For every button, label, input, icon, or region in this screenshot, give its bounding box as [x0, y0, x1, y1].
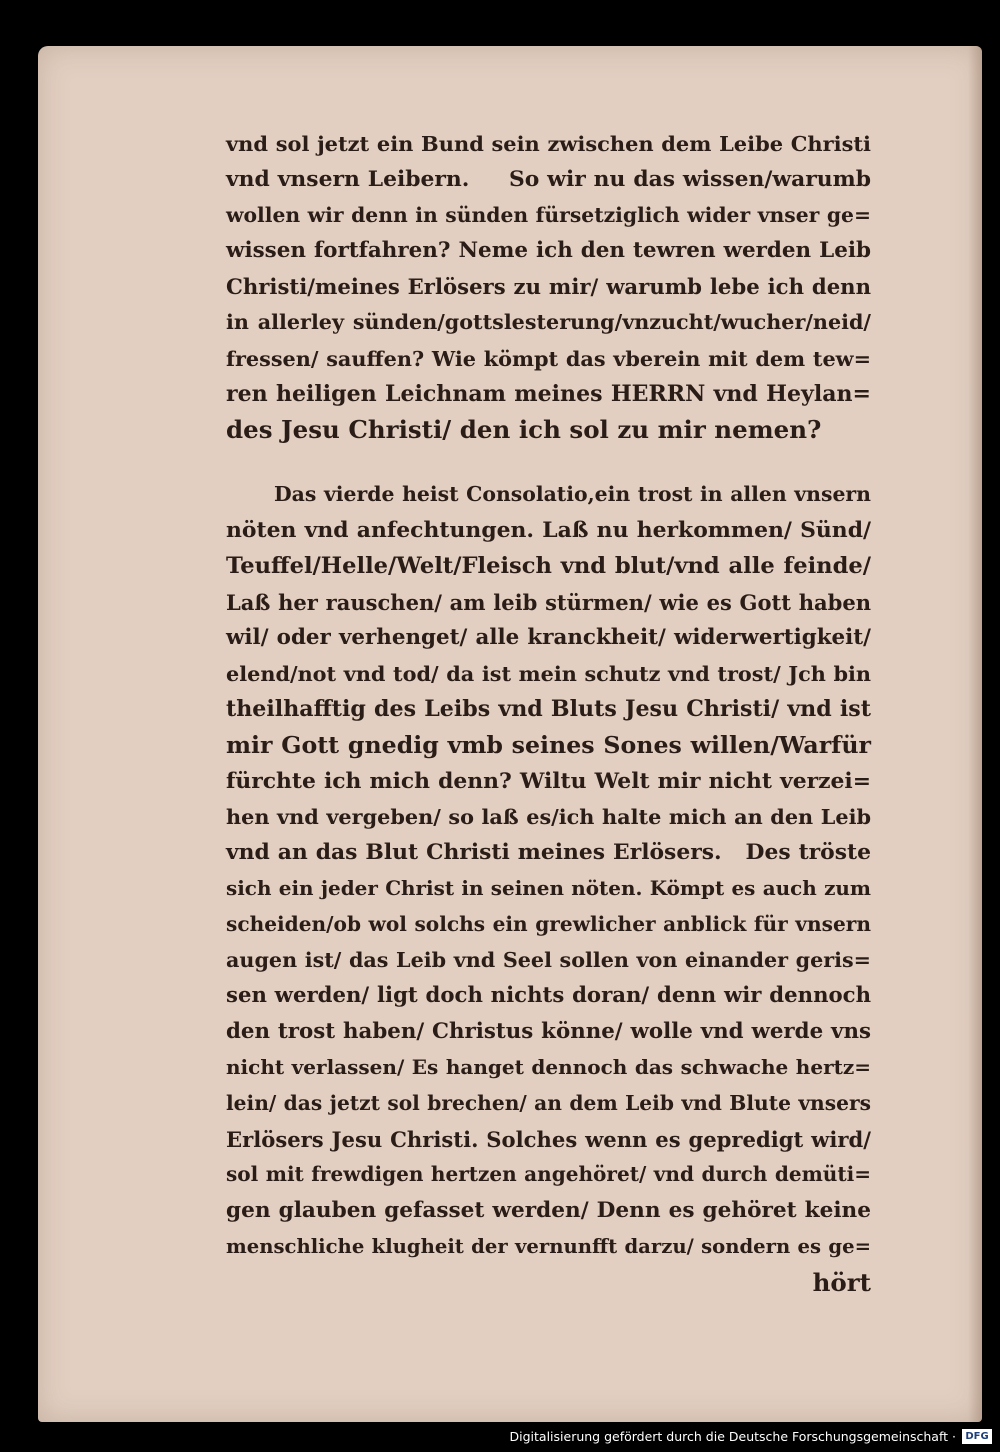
text-line: sich ein jeder Christ in seinen nöten. Kömpt es auch zum	[226, 875, 871, 900]
page-text	[226, 126, 871, 1301]
dfg-logo-icon: DFG	[962, 1429, 992, 1444]
text-line: scheiden/ob wol solchs ein grewlicher anblick für vnsern	[226, 911, 871, 936]
text-line: nicht verlassen/ Es hanget dennoch das schwache hertz=	[226, 1054, 871, 1079]
page-edge-shadow	[968, 46, 982, 1422]
text-line: hen vnd vergeben/ so laß es/ich halte mich an den Leib	[226, 804, 871, 830]
text-line: augen ist/ das Leib vnd Seel sollen von einander geris=	[226, 947, 871, 972]
text-line: ren heiligen Leichnam meines HERRN vnd Heylan=	[226, 380, 871, 407]
text-line: fressen/ sauffen? Wie kömpt das vberein mit dem tew=	[226, 345, 871, 371]
text-line: wil/ oder verhenget/ alle kranckheit/ widerwertigkeit/	[226, 625, 871, 651]
text-line: in allerley sünden/gottslesterung/vnzucht/wucher/neid/	[226, 309, 871, 334]
text-line: Das vierde heist Consolatio,ein trost in allen vnsern	[274, 482, 871, 507]
text-line: Laß her rauschen/ am leib stürmen/ wie es Gott haben	[226, 589, 871, 615]
text-line: nöten vnd anfechtungen. Laß nu herkommen/ Sünd/	[226, 516, 871, 543]
text-line: fürchte ich mich denn? Wiltu Welt mir nicht verzei=	[226, 767, 871, 794]
text-line: den trost haben/ Christus könne/ wolle vnd werde vns	[226, 1019, 871, 1045]
text-line: gen glauben gefasset werden/ Denn es gehöret keine	[226, 1198, 871, 1224]
text-line: sen werden/ ligt doch nichts doran/ denn wir dennoch	[226, 983, 871, 1009]
funding-credit: Digitalisierung gefördert durch die Deutsche Forschungsgemeinschaft ·	[509, 1429, 956, 1444]
text-line: wissen fortfahren? Neme ich den tewren werden Leib	[226, 238, 871, 264]
paragraph-1	[226, 126, 871, 448]
paragraph-2	[226, 477, 871, 1300]
catchword: hört	[812, 1267, 871, 1297]
text-line: vnd sol jetzt ein Bund sein zwischen dem Leibe Christi	[226, 131, 871, 156]
text-line: sol mit frewdigen hertzen angehöret/ vnd durch demüti=	[226, 1162, 871, 1187]
text-line: des Jesu Christi/ den ich sol zu mir nemen?	[226, 415, 822, 445]
text-line: Teuffel/Helle/Welt/Fleisch vnd blut/vnd alle feinde/	[226, 552, 871, 579]
text-line: menschliche klugheit der vernunfft darzu/ sondern es ge=	[226, 1234, 871, 1258]
book-page	[38, 46, 982, 1422]
text-line: mir Gott gnedig vmb seines Sones willen/Warfür	[226, 730, 871, 759]
text-line: lein/ das jetzt sol brechen/ an dem Leib vnd Blute vnsers	[226, 1090, 871, 1115]
text-line: elend/not vnd tod/ da ist mein schutz vnd trost/ Jch bin	[226, 661, 871, 687]
text-line: Christi/meines Erlösers zu mir/ warumb lebe ich denn	[226, 274, 871, 300]
text-line: theilhafftig des Leibs vnd Bluts Jesu Christi/ vnd ist	[226, 695, 871, 722]
text-line: Erlösers Jesu Christi. Solches wenn es gepredigt wird/	[226, 1126, 871, 1152]
text-line: vnd an das Blut Christi meines Erlösers. Des tröste	[226, 839, 871, 866]
text-line: vnd vnsern Leibern. So wir nu das wissen/warumb	[226, 166, 871, 192]
text-line: wollen wir denn in sünden fürsetziglich wider vnser ge=	[226, 202, 871, 227]
footer-bar	[0, 1422, 1000, 1452]
